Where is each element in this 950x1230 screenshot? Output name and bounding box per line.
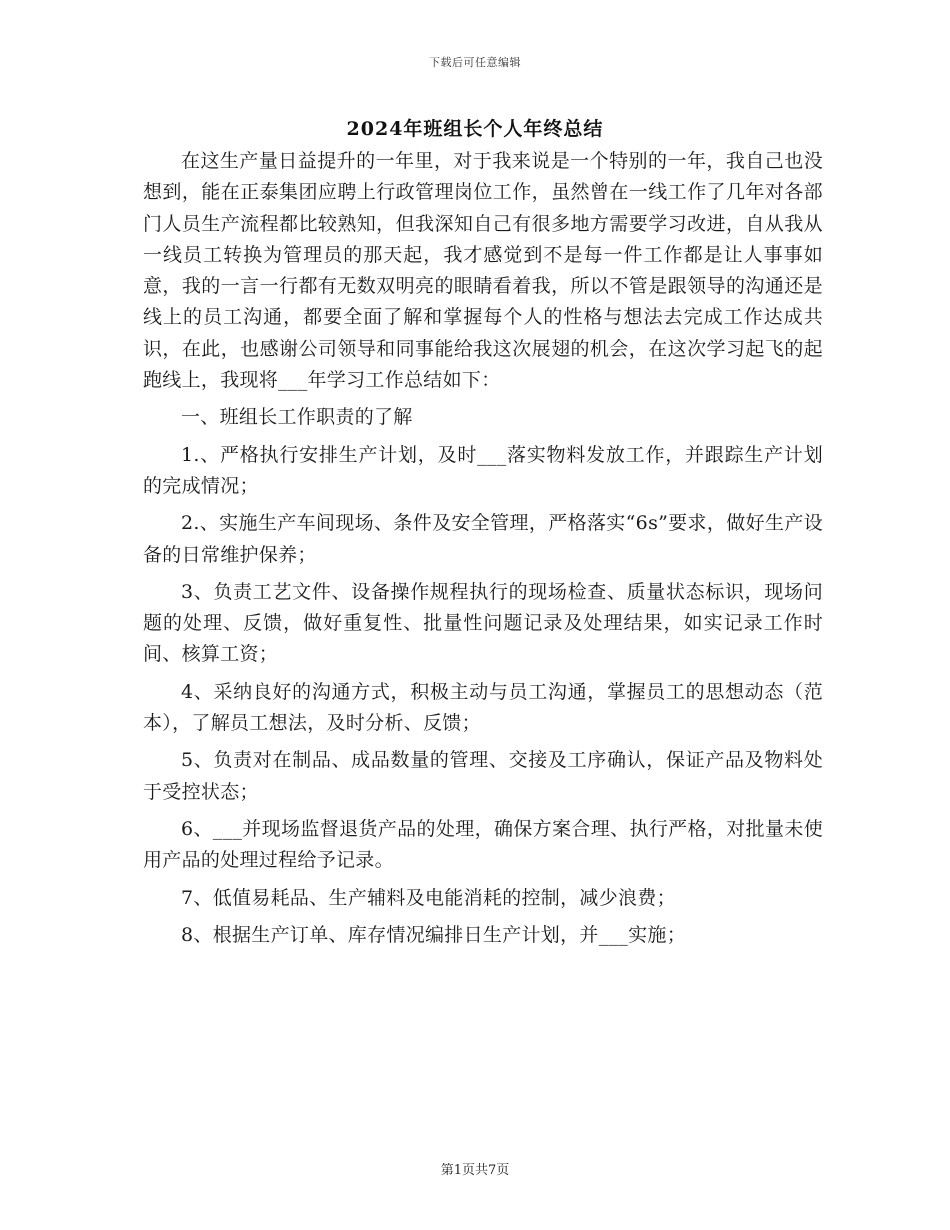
document-body	[143, 146, 823, 951]
paragraph-item-3: 3、负责工艺文件、设备操作规程执行的现场检查、质量状态标识，现场问题的处理、反馈，做好重复性、批量性问题记录及处理结果，如实记录工作时间、核算工资；	[143, 580, 823, 666]
section-heading-duties: 一、班组长工作职责的了解	[181, 406, 413, 429]
paragraph-item-1: 1.、严格执行安排生产计划，及时___落实物料发放工作，并跟踪生产计划的完成情况；	[143, 443, 823, 497]
paragraph-item-7: 7、低值易耗品、生产辅料及电能消耗的控制，减少浪费；	[181, 886, 676, 909]
paragraph-item-8: 8、根据生产订单、库存情况编排日生产计划，并___实施；	[181, 923, 686, 946]
page-header-note: 下载后可任意编辑	[429, 56, 521, 69]
paragraph-item-4: 4、采纳良好的沟通方式，积极主动与员工沟通，掌握员工的思想动态（范本），了解员工想法，及时分析、反馈；	[143, 680, 823, 735]
page-number-footer: 第1页共7页	[440, 1163, 510, 1178]
paragraph-item-5: 5、负责对在制品、成品数量的管理、交接及工序确认，保证产品及物料处于受控状态；	[143, 749, 823, 803]
paragraph-intro: 在这生产量日益提升的一年里，对于我来说是一个特别的一年，我自己也没想到，能在正泰集团应聘上行政管理岗位工作，虽然曾在一线工作了几年对各部门人员生产流程都比较熟知，但我深知自己有很多地方需要学习改进，自从我从一线员工转换为管理员的那天起，我才感觉到不是每一件工作都是让人事事如意，我的一言一行都有无数双明亮的眼睛看着我，所以不管是跟领导的沟通还是线上的员工沟通，都要全面了解和掌握每个人的性格与想法去完成工作达成共识，在此，也感谢公司领导和同事能给我这次展翅的机会，在这次学习起飞的起跑线上，我现将___年学习工作总结如下：	[143, 150, 823, 392]
paragraph-item-6: 6、___并现场监督退货产品的处理，确保方案合理、执行严格，对批量未使用产品的处理过程给予记录。	[143, 817, 823, 872]
document-title: 2024年班组长个人年终总结	[346, 118, 604, 140]
paragraph-item-2: 2.、实施生产车间现场、条件及安全管理，严格落实“6s”要求，做好生产设备的日常维护保养；	[143, 512, 823, 566]
